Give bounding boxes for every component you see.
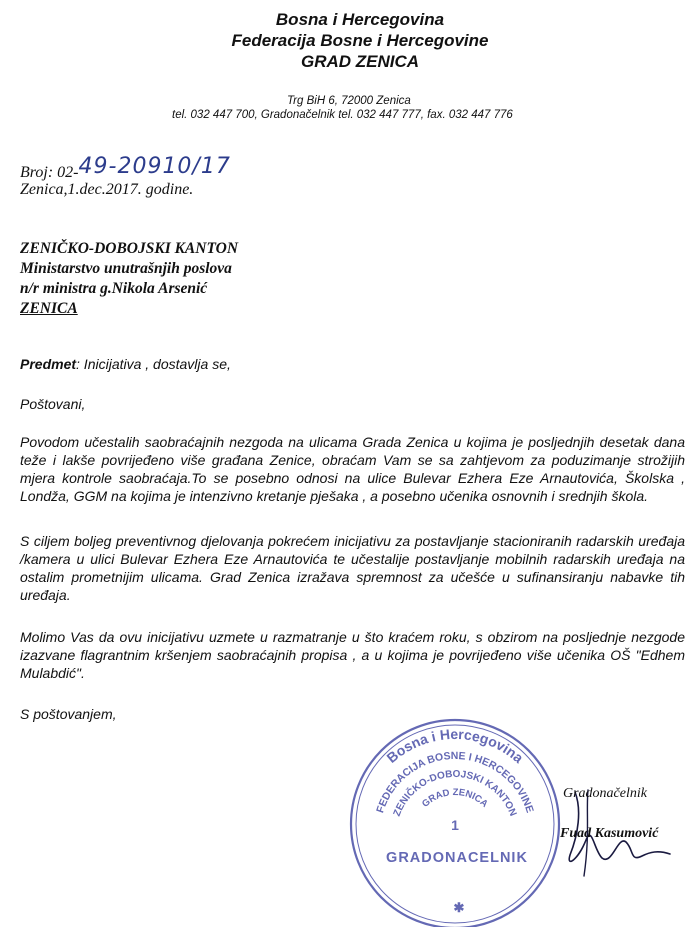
subject-line: [20, 355, 685, 373]
subject-text: : Inicijativa , dostavlja se,: [76, 356, 231, 372]
header-contacts: tel. 032 447 700, Gradonačelnik tel. 032 447 777, fax. 032 447 776: [172, 109, 513, 121]
handwritten-number: 49-20910/17: [78, 154, 231, 179]
greeting: Poštovani,: [20, 396, 86, 412]
signature-name: Fuad Kasumović: [560, 826, 659, 841]
recipient-city: ZENICA: [20, 300, 78, 317]
paragraph-1: Povodom učestalih saobraćajnih nezgoda na ulicama Grada Zenica u kojima je posljednjih desetak dana teže i lakše povrijeđeno više građana Zenice, obraćam Vam se sa zahtjevom za poduzimanje strožijih mjera kontrole saobraćaja.To se posebno odnosi na ulice Bulevar Ezhera Eze Arnautovića, Školska , Londža, GGM na kojima je intenzivno kretanje pješaka , a posebno učenika osnovnih i srednjih škola.: [20, 434, 685, 504]
recipient-attention: n/r ministra g.Nikola Arsenić: [20, 280, 208, 297]
letter-date: Zenica,1.dec.2017. godine.: [20, 181, 194, 198]
stamp-bottom-text: GRADONACELNIK: [386, 850, 528, 866]
stamp-outer-text: Bosna i Hercegovina: [383, 725, 527, 766]
signature-title: Gradonačelnik: [563, 786, 647, 801]
paragraph-2: S ciljem boljeg preventivnog djelovanja pokrećem inicijativu za postavljanje stacioniranih radarskih uređaja /kamera u ulici Bulevar Ezhera Eze Arnautovića te učestalije postavljanje mobilnih radarskih uređaja na ostalim prometnijim ulicama. Grad Zenica izražava spremnost za učešće u sufinansiranju nabavke tih uređaja.: [20, 533, 685, 603]
recipient-ministry: Ministarstvo unutrašnjih poslova: [20, 260, 232, 277]
reference-number: [20, 154, 231, 183]
reference-label: Broj: 02-: [20, 164, 79, 181]
header-country: Bosna i Hercegovina: [275, 10, 445, 29]
stamp-star-icon: ✱: [453, 900, 465, 915]
stamp-ring-city: GRAD ZENICA: [420, 786, 490, 810]
stamp-center-number: 1: [451, 817, 459, 833]
stamp-ring-federation: FEDERACIJA BOSNE I HERCEGOVINE: [374, 749, 536, 815]
closing: S poštovanjem,: [20, 706, 117, 722]
paragraph-3: Molimo Vas da ovu inicijativu uzmete u razmatranje u što kraćem roku, s obzirom na posljednje nezgode izazvane flagrantnim kršenjem saobraćajnih propisa , a u kojima je povrijeđeno više učenika OŠ "Edhem Mulabdić".: [20, 629, 685, 681]
header-city: GRAD ZENICA: [300, 52, 420, 71]
subject-label: Predmet: [20, 356, 77, 372]
recipient-canton: ZENIČKO-DOBOJSKI KANTON: [20, 240, 239, 257]
header-federation: Federacija Bosne i Hercegovine: [231, 31, 489, 50]
stamp-ring-canton: ZENIČKO-DOBOJSKI KANTON: [391, 768, 519, 818]
header-address: Trg BiH 6, 72000 Zenica: [287, 95, 411, 107]
